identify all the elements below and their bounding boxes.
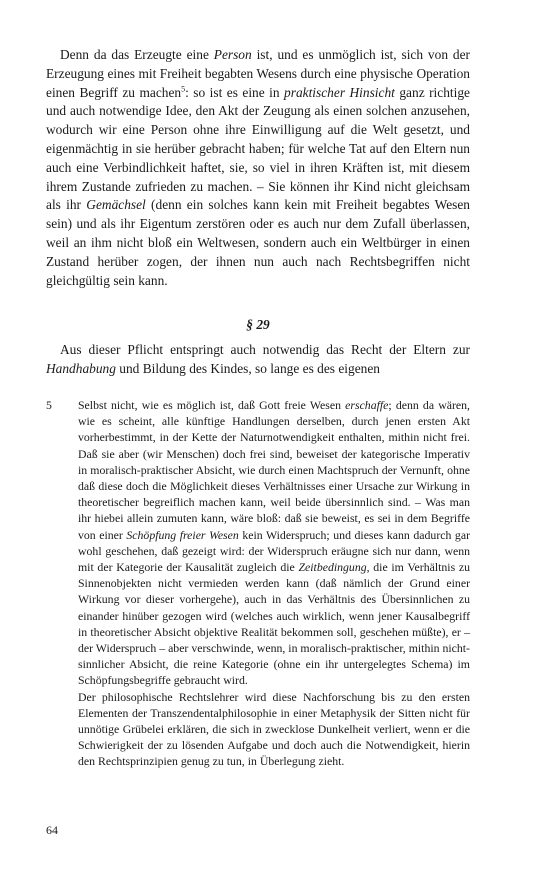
text-run: und Bildung des Kindes, so lange es des eigenen	[115, 360, 380, 376]
emphasis-run: Handhabung	[46, 360, 116, 376]
text-run: Selbst nicht, wie es möglich ist, daß Gott freie Wesen	[78, 398, 346, 412]
text-run: ganz richtige und auch notwendige Idee, den Akt der Zeugung als einen solchen anzusehen, wodurch wir eine Person ohne ihre Einwilligung auf die Welt gesetzt, und eigenmächtig in sie herüber gebracht haben; für welche Tat auf den Eltern nun auch eine Verbindlichkeit haftet, sie, so viel in ihren Kräften ist, mit diesem ihrem Zustande zufrieden zu machen. – Sie können ihr Kind nicht gleichsam als ihr	[46, 84, 470, 213]
footnote-number: 5	[46, 398, 52, 412]
footnote-paragraph	[78, 689, 470, 770]
text-run: ; denn da wären, wie es scheint, alle künftige Handlungen derselben, durch jenen ersten Akt vorherbestimmt, in der Kette der Naturnotwendigkeit enthalten, mithin nicht frei. Daß sie aber (wir Menschen) doch frei sind, beweiset der kategorische Imperativ in moralisch-praktischer Absicht, wie durch einen Machtspruch der Vernunft, ohne daß diese doch die Möglichkeit dieses Verhältnisses einer Ursache zur Wirkung in theoretischer begreiflich machen kann, weil beide übersinnlich sind. – Was man ihr hiebei allein zumuten kann, wäre bloß: daß sie beweist, es sei in dem Begriffe von einer	[78, 398, 470, 542]
footnote-text	[78, 397, 470, 770]
body-paragraph	[46, 46, 470, 290]
page-number: 64	[46, 823, 58, 837]
page-content	[46, 46, 470, 379]
text-run: Aus dieser Pflicht entspringt auch notwendig das Recht der Eltern zur	[60, 342, 470, 358]
footnote-paragraph	[78, 397, 470, 689]
text-run: (denn ein solches kann kein mit Freiheit begabtes Wesen sein) und als ihr Eigentum zerstören oder es auch nur dem Zufall überlassen, weil an ihm nicht bloß ein Weltwesen, sondern auch ein Weltbürger in einen Zustand herüber zogen, der ihnen nun auch nach Rechtsbegriffen nicht gleichgültig sein kann.	[46, 197, 470, 288]
section-heading: § 29	[246, 317, 270, 333]
emphasis-run: Schöpfung freier Wesen	[126, 527, 239, 542]
emphasis-run: erschaffe	[345, 398, 389, 412]
text-run: kein Widerspruch; und dieses kann dadurch gar wohl geschehen, daß gezeigt wird: der Widerspruch eräugne sich nur dann, wenn mit der Kategorie der Kausalität zugleich die	[78, 527, 470, 575]
text-run: : so ist es eine in	[185, 84, 285, 100]
main-text	[46, 46, 470, 379]
footnote-block	[46, 397, 470, 770]
text-run: Denn da das Erzeugte eine	[60, 47, 214, 62]
emphasis-run: Zeitbedingung	[298, 560, 367, 575]
text-run: Der philosophische Rechtslehrer wird diese Nachforschung bis zu den ersten Elementen der Transzendentalphilosophie in einer Metaphysik der Sitten nicht für unnötige Grübelei erklären, die sich in zwecklose Dunkelheit verliert, wenn er die Schwierigkeit der zu lösenden Aufgabe und doch auch die Notwendigkeit, hierin den Rechtsprinzipien genug zu tun, in Überlegung zieht.	[78, 689, 470, 769]
footnote-marker: 5	[181, 84, 186, 94]
emphasis-run: Gemächsel	[86, 197, 146, 213]
text-run: , die im Verhältnis zu Sinnenobjekten nicht vermieden werden kann (daß nämlich der Grund einer Wirkung vor dieser vorhergehe), auch in das Verhältnis des Übersinnlichen zu einander hinüber gezogen wird (welches auch wirklich, wenn jener Kausalbegriff in theoretischer Absicht objektive Realität bekommen soll, geschehen müßte), er – der Widerspruch – aber verschwinde, wenn, in moralisch-praktischer, mithin nicht-sinnlicher Absicht, die reine Kategorie (ohne ein ihr untergelegtes Schema) im Schöpfungsbegriffe gebraucht wird.	[78, 560, 470, 688]
emphasis-run: praktischer Hinsicht	[284, 84, 395, 100]
text-run: ist, und es unmöglich ist, sich von der Erzeugung eines mit Freiheit begabten Wesens durch eine physische Operation einen Begriff zu machen	[46, 47, 470, 100]
emphasis-run: Person	[213, 47, 252, 62]
body-paragraph	[46, 341, 470, 379]
